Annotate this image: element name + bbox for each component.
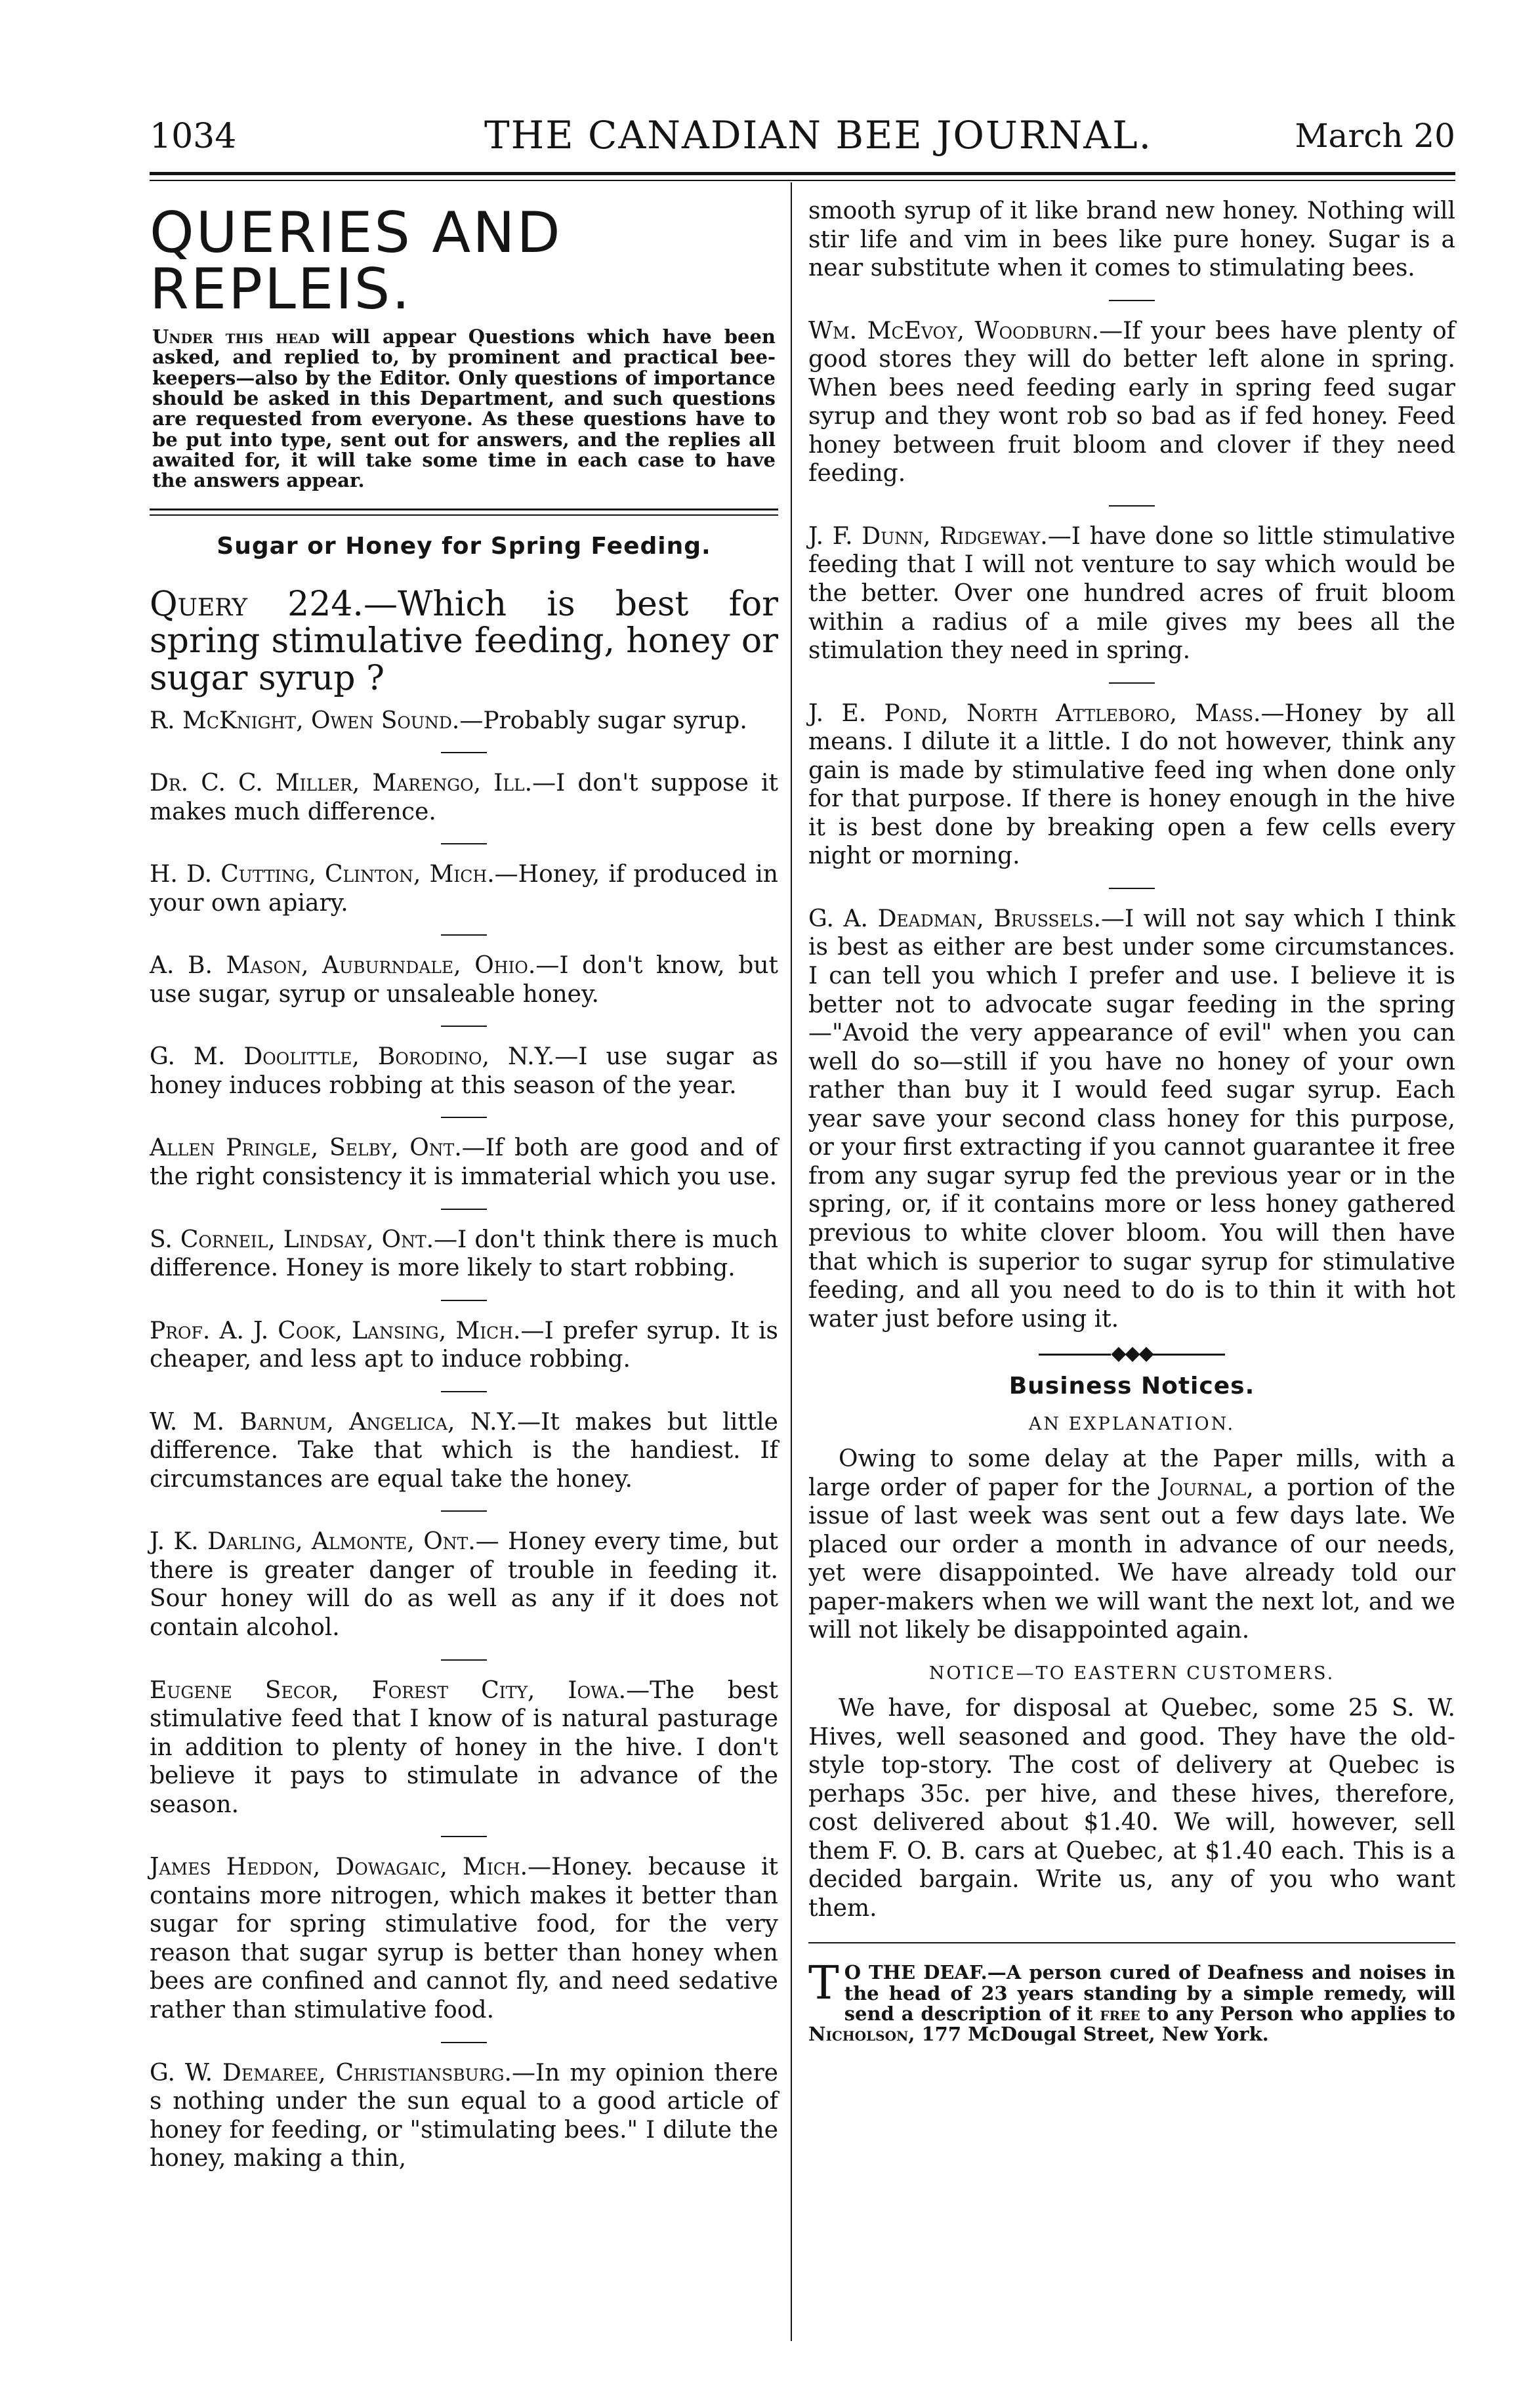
answer-text: —Honey by all means. I dilute it a little. I do not however, think any gain is made by stimulative feed ing when done only for that purpose. If there is honey enough in the hive it is best done by breaking open a few cells every night or morning.: [808, 699, 1455, 870]
advert-rule: [808, 1942, 1455, 1943]
answer-item: [150, 2059, 778, 2173]
answer-text: —Honey, if produced in your own apiary.: [150, 861, 778, 917]
left-column: [150, 197, 778, 2173]
answer-text: —If both are good and of the right consistency it is immaterial which you use.: [150, 1134, 778, 1190]
answer-name: J. K. Darling, Almonte, Ont.: [150, 1528, 476, 1556]
intro-text: will appear Questions which have been asked, and replied to, by prominent and practical bee-keepers—also by the Editor. Only questions of importance should be asked in this Department, and such questions are requested from everyone. As these questions have to be put into type, sent out for answers, and the replies all awaited for, it will take some time in each case to have the answers appear.: [152, 325, 776, 492]
answer-name: R. McKnight, Owen Sound.: [150, 707, 460, 734]
answer-name: G. A. Deadman, Brussels.: [808, 905, 1101, 932]
answer-name: G. W. Demaree, Christiansburg.: [150, 2059, 512, 2086]
answer-item: [150, 1226, 778, 1283]
dropcap: T: [808, 1956, 839, 2010]
advert-lead: O THE DEAF.: [844, 1961, 987, 1984]
answer-name: J. E. Pond, North Attleboro, Mass.: [808, 699, 1261, 727]
answer-name: J. F. Dunn, Ridgeway.: [808, 522, 1048, 550]
answer-text: —I don't think there is much difference. Honey is more likely to start robbing.: [150, 1226, 779, 1282]
business-notices-title: Business Notices.: [1008, 1373, 1255, 1400]
header-rule-thin: [150, 180, 1455, 181]
separator-rule: [1109, 682, 1155, 684]
header-rule: [150, 172, 1455, 175]
separator-rule: [441, 1510, 487, 1512]
answer-item: [150, 860, 778, 917]
separator-rule: [441, 1391, 487, 1392]
separator-rule: [441, 1209, 487, 1210]
answer-text: —I will not say which I think is best as either are best under some circumstances. I can tell you which I prefer and use. I believe it is better not to advocate sugar feeding in the spring—"Avoid the very appearance of evil" when you can well do so—still if you have no honey of your own rather than buy it I would feed sugar syrup. Each year save your second class honey for this purpose, or your first extracting if you cannot guarantee it free from any sugar syrup fed the previous year or in the spring, or, if it contains more or less honey gathered previous to white clover bloom. You will then have that which is superior to sugar syrup for stimulative feeding, and all you need to do is to thin it with hot water just before using it.: [808, 905, 1455, 1333]
notice-heading: NOTICE—TO EASTERN CUSTOMERS.: [928, 1663, 1335, 1684]
answer-name: G. M. Doolittle, Borodino, N.Y.: [150, 1043, 555, 1071]
answer-item: [150, 1676, 778, 1819]
answer-text: —I use sugar as honey induces robbing at this season of the year.: [150, 1043, 778, 1099]
answer-text: — Honey every time, but there is greater danger of trouble in feeding it. Sour honey will do as well as any if it does not contain alcohol.: [150, 1528, 778, 1641]
answer-item: [150, 1317, 778, 1374]
separator-rule: [441, 1659, 487, 1661]
answer-text: —If your bees have plenty of good stores they will do better left alone in spring. When bees need feeding early in spring feed sugar syrup and they wont rob so bad as if fed honey. Feed honey between fruit bloom and clover if they need feeding.: [808, 317, 1455, 488]
query-subhead: Sugar or Honey for Spring Feeding.: [217, 532, 711, 560]
answer-item: [808, 522, 1455, 665]
journal-title: THE CANADIAN BEE JOURNAL.: [484, 113, 1153, 157]
answer-item: [808, 317, 1455, 488]
section-intro: [152, 327, 776, 491]
ornament-divider: ◆◆◆: [808, 1344, 1455, 1363]
answer-item: [150, 1527, 778, 1642]
answer-item: [808, 905, 1455, 1333]
answer-item: [150, 769, 778, 826]
answer-name: S. Corneil, Lindsay, Ont.: [150, 1226, 434, 1253]
separator-rule: [441, 1026, 487, 1027]
intro-rule: [150, 509, 778, 516]
answer-continuation: smooth syrup of it like brand new honey. Nothing will stir life and vim in bees like pure honey. Sugar is a near substitute when it comes to stimulating bees.: [808, 197, 1455, 282]
answer-name: Allen Pringle, Selby, Ont.: [150, 1134, 462, 1162]
separator-rule: [441, 752, 487, 753]
separator-rule: [441, 1117, 487, 1118]
answer-text: —I don't know, but use sugar, syrup or unsaleable honey.: [150, 952, 778, 1008]
answer-item: [150, 707, 778, 736]
explanation-text: Owing to some delay at the Paper mills, with a large order of paper for the Journal, a portion of the issue of last week was sent out a few days late. We placed our order a month in advance of our needs, yet were disappointed. We have already told our paper-makers when we will want the next lot, and we will not likely be disappointed again.: [808, 1445, 1455, 1644]
deaf-advertisement: T O THE DEAF.—A person cured of Deafness and noises in the head of 23 years standing by a simple remedy, will send a description of it free to any Person who applies to Nicholson, 177 McDougal Street, New York.: [808, 1956, 1456, 2046]
notice-text: We have, for disposal at Quebec, some 25 S. W. Hives, well seasoned and good. They have the old-style top-story. The cost of delivery at Quebec is perhaps 35c. per hive, and these hives, therefore, cost delivered about $1.40. We will, however, sell them F. O. B. cars at Quebec, at $1.40 each. This is a decided bargain. Write us, any of you who want them.: [808, 1694, 1455, 1922]
separator-rule: [1109, 888, 1155, 889]
answer-text: —The best stimulative feed that I know of is natural pasturage in addition to plenty of honey in the hive. I don't believe it pays to stimulate in advance of the season.: [150, 1676, 778, 1818]
explanation-heading: AN EXPLANATION.: [1028, 1414, 1236, 1435]
query-question: —Which is best for spring stimulative feeding, honey or sugar syrup ?: [150, 584, 779, 698]
answer-name: Eugene Secor, Forest City, Iowa.: [150, 1676, 627, 1704]
separator-rule: [441, 1300, 487, 1301]
separator-rule: [441, 843, 487, 844]
answer-text: —I have done so little stimulative feeding that I will not venture to say which would be the better. Over one hundred acres of fruit bloom within a radius of a mile gives my bees all the stimulation they need in spring.: [808, 522, 1455, 665]
answer-item: [808, 699, 1455, 871]
issue-date: March 20: [1295, 117, 1455, 155]
separator-rule: [441, 934, 487, 936]
intro-lead: Under this head: [152, 325, 320, 348]
answer-item: [150, 1134, 778, 1191]
answer-name: H. D. Cutting, Clinton, Mich.: [150, 861, 495, 888]
separator-rule: [441, 1836, 487, 1837]
answer-name: A. B. Mason, Auburndale, Ohio.: [150, 952, 536, 980]
answer-text: —Honey. because it contains more nitrogen, which makes it better than sugar for spring stimulative food, for the very reason that sugar syrup is better than honey when bees are confined and cannot fly, and need sedative rather than stimulative food.: [150, 1854, 778, 2024]
query-label: Query 224.: [150, 584, 364, 624]
query-text: [150, 586, 778, 697]
answer-text: —Probably sugar syrup.: [459, 707, 747, 734]
page-number: 1034: [150, 117, 237, 156]
answer-text: —I prefer syrup. It is cheaper, and less apt to induce robbing.: [150, 1317, 778, 1373]
answer-name: Dr. C. C. Miller, Marengo, Ill.: [150, 770, 533, 797]
answer-item: [150, 1043, 778, 1100]
answer-text: —I don't suppose it makes much difference.: [150, 770, 778, 825]
separator-rule: [1109, 505, 1155, 507]
answer-item: [150, 951, 778, 1008]
answer-name: James Heddon, Dowagaic, Mich.: [150, 1854, 528, 1881]
answer-item: [150, 1408, 778, 1494]
answer-name: Wm. McEvoy, Woodburn.: [808, 317, 1100, 344]
right-column: [808, 197, 1455, 2064]
answer-text: —In my opinion there s nothing under the sun equal to a good article of honey for feeding, or "stimulating bees." I dilute the honey, making a thin,: [150, 2059, 778, 2172]
page-header: [150, 110, 1455, 169]
separator-rule: [1109, 300, 1155, 301]
answer-name: Prof. A. J. Cook, Lansing, Mich.: [150, 1317, 521, 1344]
answer-name: W. M. Barnum, Angelica, N.Y.: [150, 1408, 518, 1436]
answer-item: [150, 1853, 778, 2024]
column-divider: [791, 182, 792, 2341]
answer-text: —It makes but little difference. Take that which is the handiest. If circumstances are equal take the honey.: [150, 1408, 778, 1493]
section-title: QUERIES AND REPLEIS.: [150, 200, 562, 322]
separator-rule: [441, 2042, 487, 2043]
